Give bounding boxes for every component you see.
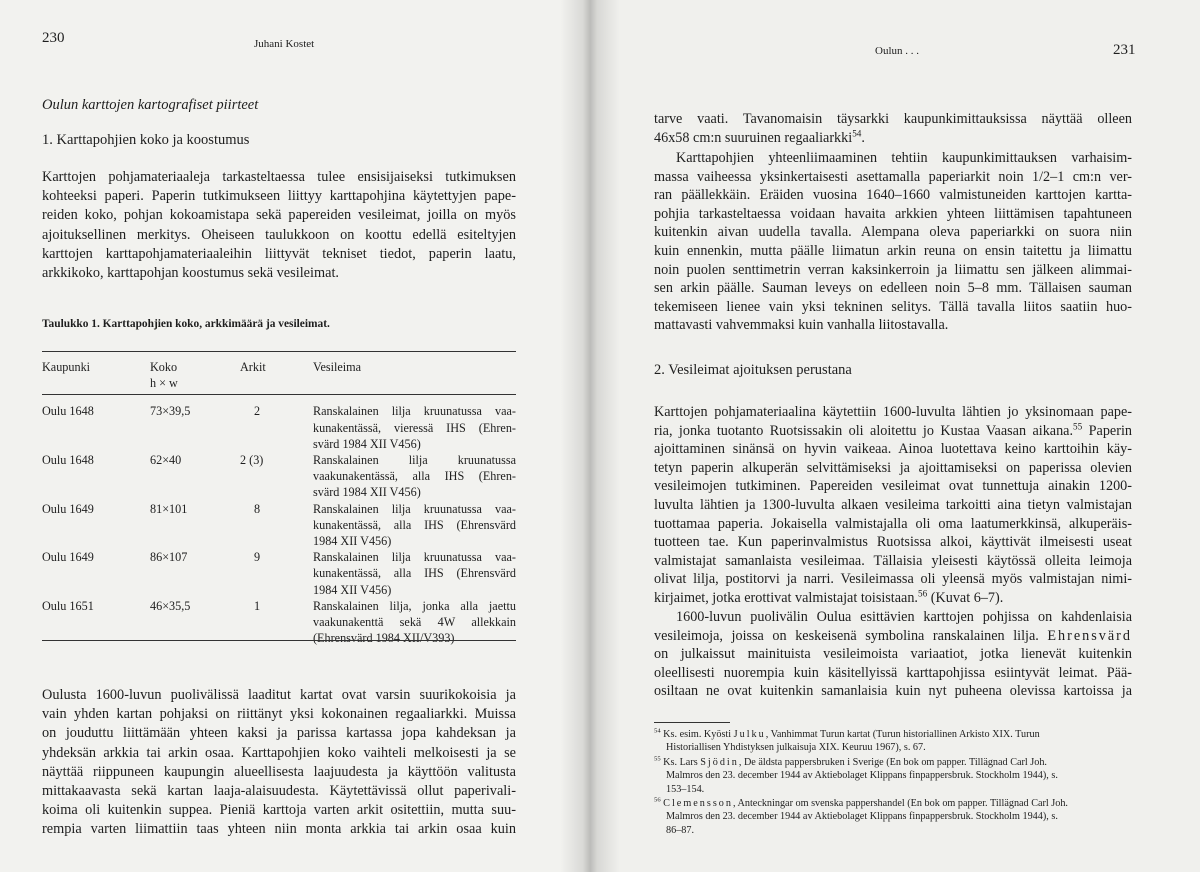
table-cell: 1 (254, 598, 261, 613)
text-line: Karttojen pohjamateriaalina käytettiin 1600-luvulta lähtien jo yksinomaan pape- (654, 404, 1132, 420)
table-cell: Oulu 1651 (42, 598, 94, 613)
text-fragment: . (861, 129, 865, 146)
table-cell: 9 (254, 550, 261, 565)
text-fragment: 46x58 cm:n suuruinen regaaliarkki (654, 129, 853, 146)
cell-line: kunakentässä, vieressä IHS (Ehren- (313, 420, 516, 435)
text-line: reiden koko, pohjan kokoamistapa sekä papereiden vesileimat, joilla on myös (42, 207, 516, 224)
text-line: on julkaissut mainituista vesileimoista variaatiot, jotka lienevät kuitenkin (654, 646, 1132, 663)
author-name: Ehrensvärd (1047, 627, 1132, 644)
text-line: koima oli kuitenkin suppea. Pieniä karttoja varten arkit ositettiin, mutta suu- (42, 802, 516, 819)
footnote-ref: 55 (1073, 420, 1083, 431)
text-line (654, 589, 1132, 608)
table-top-rule (42, 351, 516, 352)
text-fragment: (Kuvat 6–7). (927, 589, 1004, 606)
text-line: ajoittaminen sinänsä on hyvin vaikeaa. Ainoa luotettava keino karttoihin käy- (654, 441, 1132, 458)
table-header (150, 355, 240, 391)
text-line: sen arkin päälle. Sauman leveys on edelleen noin 5–8 mm. Tällaisen sauman (654, 280, 1132, 297)
text-line: Oulusta 1600-luvun puolivälissä laaditut kartat ovat varsin suurikokoisia ja (42, 687, 516, 703)
text-line (654, 129, 1132, 148)
table-row (42, 501, 516, 550)
table-cell (313, 501, 516, 550)
running-head-right: Oulun . . . (875, 45, 919, 57)
closing-paragraph (42, 686, 516, 840)
footnote-text: Ks. esim. Kyösti (663, 729, 734, 740)
table-header: Kaupunki (42, 360, 91, 374)
book-gutter (560, 0, 620, 872)
table-cell: 81×101 (150, 501, 188, 516)
text-line: 1600-luvun puolivälin Oulua esittävien karttojen pohjissa on kahdenlaisia (676, 609, 1132, 625)
table-cell: Oulu 1649 (42, 550, 94, 565)
table-row (42, 549, 516, 598)
cell-line: (Ehrensvärd 1984 XII/V393) (313, 631, 455, 646)
cell-line: vaakunakenttä sekä 4W allekkain (313, 615, 516, 630)
footnote-text: , Vanhimmat Turun kartat (Turun historiallinen Arkisto XIX. Turun (765, 729, 1040, 740)
text-line: kohteeksi paperi. Paperin tutkimukseen liittyy karttapohjina käytettyjen pape- (42, 188, 516, 205)
table-header: Vesileima (313, 360, 362, 374)
cell-line: Ranskalainen lilja kruunatussa vaa- (313, 404, 516, 419)
footnote (654, 756, 1132, 796)
table-cell (313, 549, 516, 598)
footnote-text: , Anteckningar om svenska pappershandel (En bok om papper. Tillägnad Carl Joh. (732, 798, 1068, 810)
cell-line: kunakentässä, alla IHS (Ehrensvärd (313, 517, 516, 532)
text-line (654, 627, 1132, 646)
table-cell: 86×107 (150, 550, 188, 565)
text-line: vesileimojen tutkiminen. Papereiden vesileimat ovat tunnettuja ainakin 1200- (654, 478, 1132, 495)
text-fragment: ria, jonka tuotanto Ruotsissakin oli aloitettu jo Kustaa Vaasan aikana. (654, 422, 1074, 439)
text-line: tekemiseen lienee vain yksi tekninen selitys. Tällä tavalla liitos saatiin huo- (654, 298, 1132, 315)
table-cell: Oulu 1649 (42, 501, 94, 516)
text-line: mattavasti vahvemmaksi kuin vanhalla liitostavalla. (654, 317, 949, 334)
text-line: Karttapohjien yhteenliimaaminen tehtiin kaupunkimittauksen varhaisim- (676, 150, 1132, 166)
footnote-line: Malmros den 23. december 1944 av Aktiebolaget Klippans finpappersbruk. Stockholm 1944), s. (666, 811, 1058, 823)
table-row (42, 452, 516, 501)
text-line: massa vaiheessa yksinkertaisesti asettamalla paperiarkit noin 1/2–1 cm:n ver- (654, 168, 1132, 185)
text-line: näyttää riippuneen kaupungin alueellisesta laajuudesta ja käyttöön valitusta (42, 763, 516, 780)
text-line: osiltaan ne ovat kuitenkin samanlaisia kuin nyt puheena olevissa kartoissa ja (654, 683, 1132, 700)
cell-line: svärd 1984 XII V456) (313, 485, 421, 500)
text-line: karttojen karttapohjamateriaaleihin liittyvät tekniset tiedot, paperin laatu, (42, 245, 516, 262)
table-header-label: Koko (150, 360, 178, 374)
cell-line: 1984 XII V456) (313, 534, 392, 549)
text-line: pohjia tarkasteltaessa voidaan havaita arkkien yhteen liittämisen tapahtuneen (654, 205, 1132, 222)
text-line: arkkikoko, karttapohjan koostumus sekä vesileimat. (42, 265, 339, 282)
table-cell (313, 452, 516, 501)
table-cell: 62×40 (150, 453, 182, 468)
text-line: oleellisesti nuorempia kuin käsitellyissä karttapohjissa esiintyvät leimat. Pää- (654, 664, 1132, 681)
footnotes (654, 728, 1132, 837)
cell-line: Ranskalainen lilja, jonka alla jaettu (313, 598, 516, 613)
footnote-line: Historiallisen Yhdistyksen julkaisuja XIX. Keuruu 1967), s. 67. (666, 742, 926, 754)
cell-line: Ranskalainen lilja kruunatussa vaa- (313, 550, 516, 565)
cell-line: 1984 XII V456) (313, 582, 392, 597)
cell-line: Ranskalainen lilja kruunatussa (313, 453, 516, 468)
author-name: Julku (733, 729, 766, 740)
footnote (654, 797, 1132, 837)
table-cell: Oulu 1648 (42, 404, 94, 419)
footnote-rule (654, 722, 730, 723)
table-cell: 46×35,5 (150, 598, 191, 613)
table-header-rule (42, 394, 516, 395)
text-line: tuotteen tae. Kun paperinvalmistus Ruotsissa alkoi, käyttivät ilmeisesti useat (654, 534, 1132, 551)
text-fragment: vesileimoja, joissa on keskeisenä symbolina ranskalainen lilja. (654, 627, 1048, 644)
page-number-left: 230 (42, 30, 65, 46)
text-line: kuin ennenkin, mutta päälle liimatun arkin reuna on ensin taitettu ja liimattu (654, 242, 1132, 259)
table-cell: 2 (254, 404, 261, 419)
cell-line: kunakentässä, alla IHS (Ehrensvärd (313, 566, 516, 581)
intro-paragraph (42, 168, 516, 283)
text-line: ran päällekkäin. Eräiden vuosina 1640–1660 valmistuneiden karttojen kartta- (654, 187, 1132, 204)
cell-line: Ranskalainen lilja kruunatussa vaa- (313, 501, 516, 516)
table-cell: Oulu 1648 (42, 453, 94, 468)
right-paragraph-2 (654, 149, 1132, 335)
footnote (654, 728, 1132, 755)
running-head-left: Juhani Kostet (254, 38, 315, 50)
table-cell: 8 (254, 501, 261, 516)
table-cell (313, 403, 516, 452)
subsection-title: 1. Karttapohjien koko ja koostumus (42, 132, 250, 148)
text-fragment: Paperin (1082, 422, 1132, 439)
section-2-title: 2. Vesileimat ajoituksen perustana (654, 362, 852, 378)
footnote-text: Ks. Lars (663, 756, 701, 768)
footnote-ref: 56 (917, 588, 928, 599)
text-line (654, 422, 1132, 441)
author-name: Clemensson (663, 798, 733, 810)
right-paragraph-4 (654, 608, 1132, 701)
cell-line: vaakunakentässä, alla IHS (Ehren- (313, 469, 516, 484)
text-line: kuitenkin aivan uudella tavalla. Alempana oleva paperiarkki on suora niin (654, 224, 1132, 241)
text-line: rempia varten liimattiin taas yhteen niin monta arkkia tai arkin osaa kuin (42, 821, 516, 838)
footnote-number: 54 (654, 727, 661, 735)
cell-line: svärd 1984 XII V456) (313, 436, 421, 451)
text-line: tetyn paperin alkuperän selvittämiseksi ja ajoittamiseksi on paperissa olevien (654, 459, 1132, 476)
right-paragraph-1 (654, 110, 1132, 147)
text-line: tarve vaati. Tavanomaisin täysarkki kaupunkimittauksissa näyttää olleen (654, 111, 1132, 127)
footnote-number: 55 (654, 755, 661, 763)
text-line: noin puolen senttimetrin verran kaksinkerroin ja liimattu sen jälkeen alimmai- (654, 261, 1132, 278)
text-line: yhdeksän arkkia tai arkin osaa. Karttapohjien koko vaihteli melkoisesti ja se (42, 744, 516, 761)
table-bottom-rule (42, 640, 516, 641)
footnote-line: 153–154. (666, 783, 705, 795)
text-line: valmistajat samanlaista vesileimaa. Tällaisia yleisesti käytössä olleita leimoja (654, 552, 1132, 569)
footnote-line: Malmros den 23. december 1944 av Aktiebolaget Klippans finpappersbruk. Stockholm 1944), s. (666, 770, 1058, 782)
text-line: on jouduttu liittämään yhteen kaksi ja parissa kartassa jopa kahdeksan ja (42, 725, 516, 742)
table-cell: 2 (3) (240, 453, 264, 468)
table-cell: 73×39,5 (150, 404, 191, 419)
table-row (42, 403, 516, 452)
author-name: Sjödin (700, 756, 739, 768)
text-line: ajoituksellinen merkitys. Oheiseen taulukkoon on koottu edellä esiteltyjen (42, 226, 516, 243)
page-number-right: 231 (1113, 42, 1136, 58)
table-header-sub: h × w (150, 376, 178, 391)
text-line: mittakaavasta sekä kartan laaja-alaisuudesta. Käytettävissä ollut paperivali- (42, 783, 516, 800)
footnote-ref: 54 (852, 127, 862, 138)
text-line: vain yhden kartan pohjaksi on riittänyt yksi kokonainen regaaliarkki. Muissa (42, 706, 516, 723)
right-paragraph-3 (654, 403, 1132, 608)
text-line: luvulta lähtien ja 1300-luvulta alkaen vesileima tarkoitti aina tietyn valmistajan (654, 496, 1132, 513)
text-fragment: kirjaimet, jotka erottivat valmistajat toisistaan. (654, 589, 918, 606)
footnote-text: , De äldsta pappersbruken i Sverige (En bok om papper. Tillägnad Carl Joh. (738, 756, 1047, 768)
table-header-row (42, 355, 516, 391)
table-header: Arkit (240, 360, 266, 374)
footnote-number: 56 (654, 796, 661, 804)
text-line: olivat lilja, postitorvi ja narri. Vesileimassa oli yleensä myös valmistajan nimi- (654, 571, 1132, 588)
text-line: tuottamaa paperia. Jokaisella valmistajalla oli oma laatumerkkinsä, alkuperäis- (654, 515, 1132, 532)
table-caption: Taulukko 1. Karttapohjien koko, arkkimäärä ja vesileimat. (42, 318, 330, 330)
text-line: Karttojen pohjamateriaaleja tarkasteltaessa tulee ensisijaiseksi tutkimuksen (42, 169, 516, 185)
watermark-table (42, 355, 516, 646)
section-title: Oulun karttojen kartografiset piirteet (42, 97, 259, 113)
footnote-line: 86–87. (666, 824, 695, 836)
